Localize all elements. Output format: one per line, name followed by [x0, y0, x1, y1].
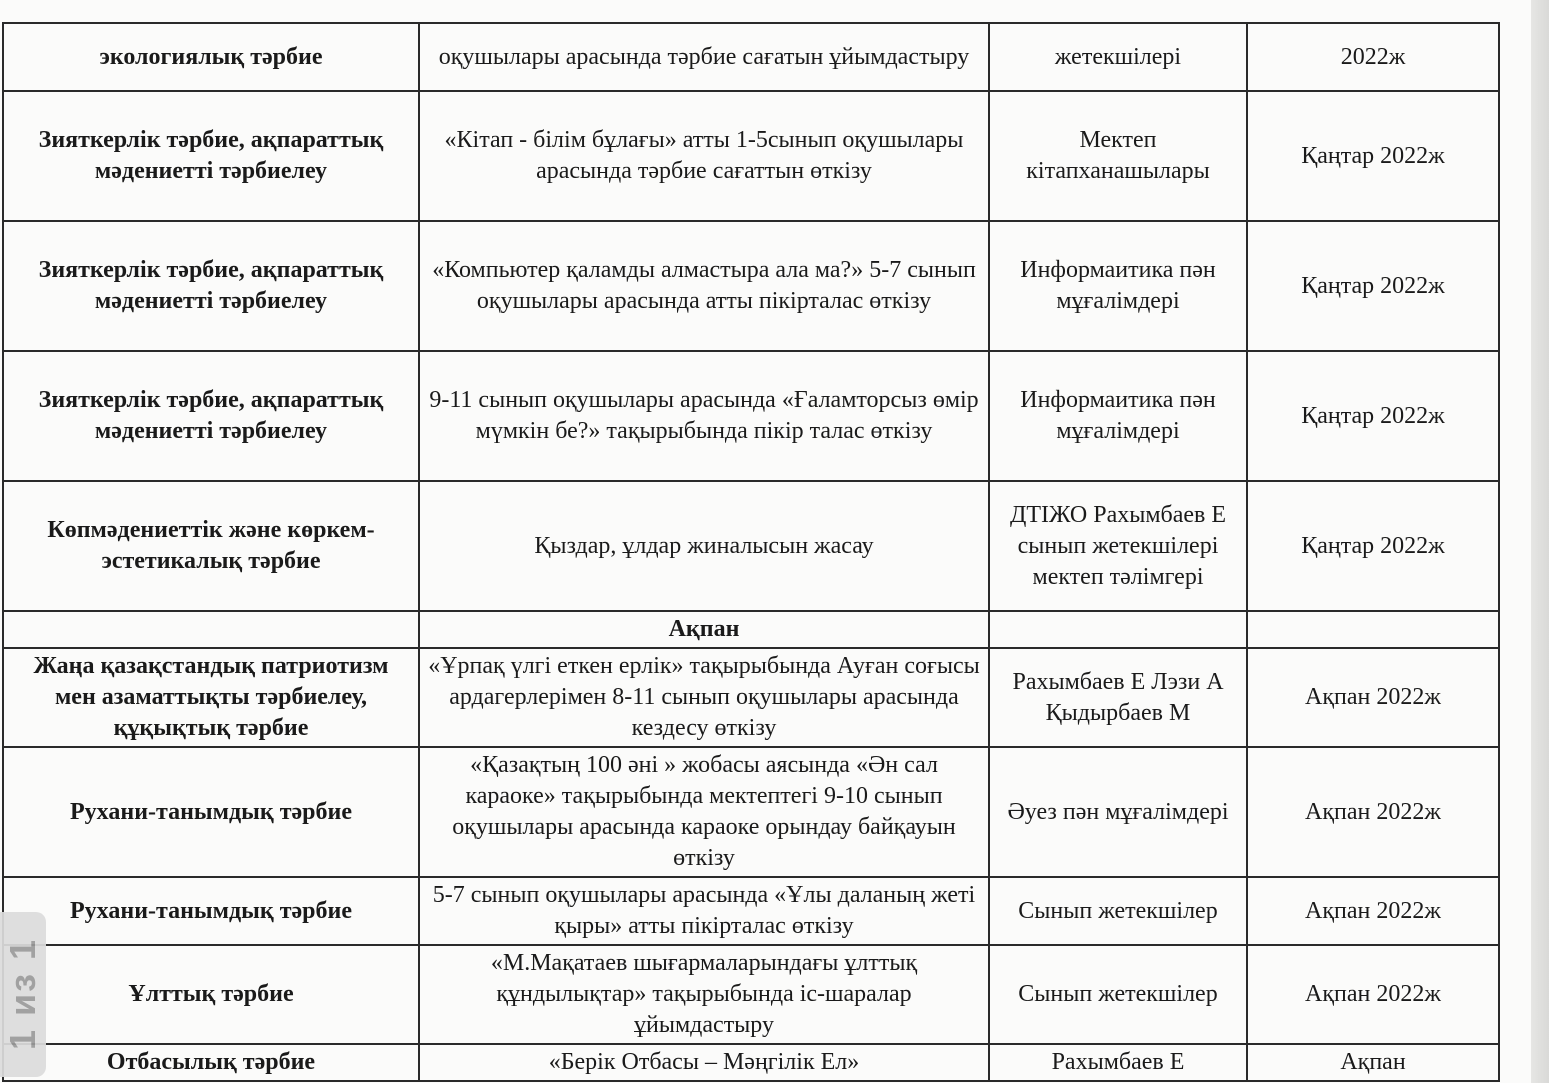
direction-cell: Зияткерлік тәрбие, ақпараттық мәдениетті тәрбиелеу [3, 351, 419, 481]
page-edge [1531, 0, 1549, 1083]
event-cell: «Компьютер қаламды алмастыра ала ма?» 5-7 сынып оқушылары арасында атты пікірталас өткізу [419, 221, 989, 351]
responsible-cell: Мектеп кітапханашылары [989, 91, 1247, 221]
date-cell: Қаңтар 2022ж [1247, 91, 1499, 221]
month-heading: Ақпан [419, 611, 989, 648]
table-row [3, 945, 1499, 1044]
responsible-cell: Информаитика пән мұғалімдері [989, 351, 1247, 481]
table-row [3, 351, 1499, 481]
direction-cell: Отбасылық тәрбие [3, 1044, 419, 1081]
events-plan-table [2, 22, 1500, 1082]
event-cell: «Берік Отбасы – Мәңгілік Ел» [419, 1044, 989, 1081]
direction-cell: Көпмәдениеттік және көркем-эстетикалық тәрбие [3, 481, 419, 611]
direction-cell: экологиялық тәрбие [3, 23, 419, 91]
table-row [3, 221, 1499, 351]
event-cell: оқушылары арасында тәрбие сағатын ұйымдастыру [419, 23, 989, 91]
date-cell: Қаңтар 2022ж [1247, 351, 1499, 481]
responsible-cell: Сынып жетекшілер [989, 877, 1247, 945]
page-counter-badge [0, 912, 46, 1077]
table-row [3, 747, 1499, 877]
date-cell: Ақпан 2022ж [1247, 648, 1499, 747]
responsible-cell: ДТІЖО Рахымбаев Е сынып жетекшілері мектеп тәлімгері [989, 481, 1247, 611]
responsible-cell: Информаитика пән мұғалімдері [989, 221, 1247, 351]
date-cell: Ақпан 2022ж [1247, 877, 1499, 945]
table-row [3, 91, 1499, 221]
event-cell: «Кітап - білім бұлағы» атты 1-5сынып оқушылары арасында тәрбие сағаттын өткізу [419, 91, 989, 221]
direction-cell: Зияткерлік тәрбие, ақпараттық мәдениетті тәрбиелеу [3, 221, 419, 351]
responsible-cell: Сынып жетекшілер [989, 945, 1247, 1044]
event-cell: «Ұрпақ үлгі еткен ерлік» тақырыбында Ауған соғысы ардагерлерімен 8-11 сынып оқушылары арасында кездесу өткізу [419, 648, 989, 747]
month-empty-cell [3, 611, 419, 648]
page-counter-label: 1 из 1 [2, 937, 43, 1051]
date-cell: 2022ж [1247, 23, 1499, 91]
direction-cell: Зияткерлік тәрбие, ақпараттық мәдениетті тәрбиелеу [3, 91, 419, 221]
direction-cell: Рухани-танымдық тәрбие [3, 877, 419, 945]
responsible-cell: Рахымбаев Е [989, 1044, 1247, 1081]
month-empty-cell [989, 611, 1247, 648]
table-row [3, 1044, 1499, 1081]
event-cell: «М.Мақатаев шығармаларындағы ұлттық құндылықтар» тақырыбында іс-шаралар ұйымдастыру [419, 945, 989, 1044]
date-cell: Ақпан 2022ж [1247, 747, 1499, 877]
month-empty-cell [1247, 611, 1499, 648]
event-cell: «Қазақтың 100 әні » жобасы аясында «Ән сал караоке» тақырыбында мектептегі 9-10 сынып оқушылары арасында караоке орындау байқауын өткізу [419, 747, 989, 877]
date-cell: Қаңтар 2022ж [1247, 481, 1499, 611]
direction-cell: Жаңа қазақстандық патриотизм мен азаматтықты тәрбиелеу, құқықтық тәрбие [3, 648, 419, 747]
responsible-cell: жетекшілері [989, 23, 1247, 91]
date-cell: Қаңтар 2022ж [1247, 221, 1499, 351]
month-row [3, 611, 1499, 648]
event-cell: 9-11 сынып оқушылары арасында «Ғаламторсыз өмір мүмкін бе?» тақырыбында пікір талас өткізу [419, 351, 989, 481]
event-cell: Қыздар, ұлдар жиналысын жасау [419, 481, 989, 611]
direction-cell: Ұлттық тәрбие [3, 945, 419, 1044]
table-row [3, 23, 1499, 91]
table-row [3, 877, 1499, 945]
responsible-cell: Әуез пән мұғалімдері [989, 747, 1247, 877]
responsible-cell: Рахымбаев Е Лэзи А Қыдырбаев М [989, 648, 1247, 747]
table-row [3, 481, 1499, 611]
date-cell: Ақпан 2022ж [1247, 945, 1499, 1044]
table-row [3, 648, 1499, 747]
event-cell: 5-7 сынып оқушылары арасында «Ұлы даланың жеті қыры» атты пікірталас өткізу [419, 877, 989, 945]
direction-cell: Рухани-танымдық тәрбие [3, 747, 419, 877]
date-cell: Ақпан [1247, 1044, 1499, 1081]
